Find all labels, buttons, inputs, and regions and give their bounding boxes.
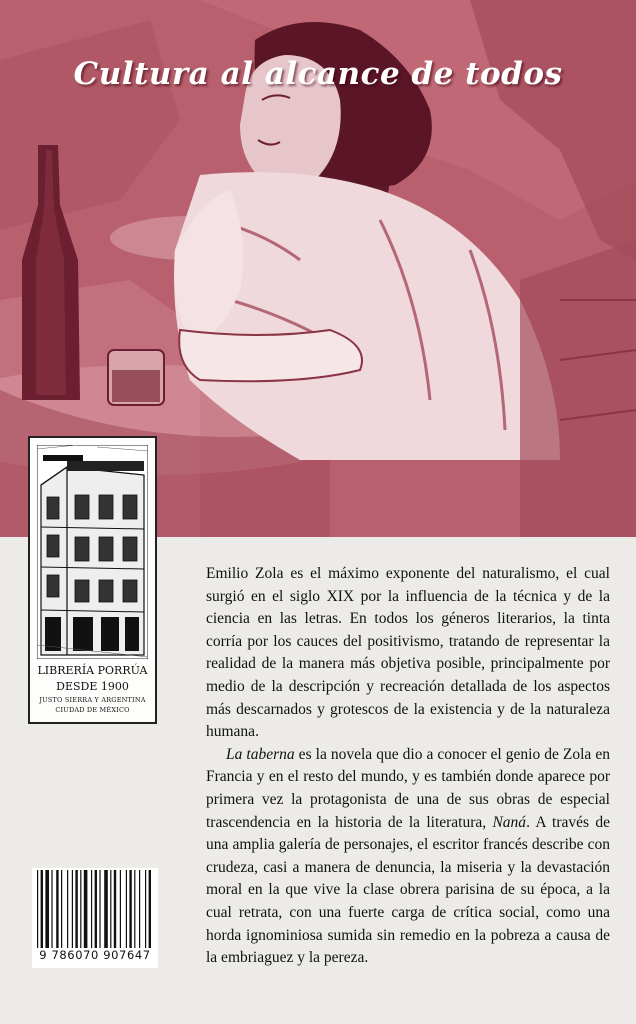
- barcode-bars: [35, 870, 155, 948]
- synopsis-paragraph-1: Emilio Zola es el máximo exponente del naturalismo, el cual surgió en el siglo XIX por la influencia de la técnica y de la ciencia en las letras. En todos los géneros literarios, la tinta corría por los cauces del positivismo, tratando de representar la realidad de la manera más objetiva posible, principalmente por medio de la descripción y recreación detallada de los aspectos más descarnados y grotescos de la existencia y de la naturaleza humana.: [206, 565, 610, 741]
- publisher-since: DESDE 1900: [56, 680, 129, 693]
- character-name: Naná: [492, 813, 527, 831]
- bookstore-building-illustration: [37, 445, 148, 659]
- publisher-address-line-1: JUSTO SIERRA Y ARGENTINA: [39, 696, 146, 704]
- isbn-digits: 9 786070 907647: [39, 948, 151, 962]
- publisher-name: LIBRERÍA PORRÚA: [37, 664, 148, 677]
- isbn-barcode: [32, 868, 158, 968]
- publisher-address-line-2: CIUDAD DE MÉXICO: [55, 706, 130, 714]
- back-cover-synopsis: [206, 563, 610, 970]
- synopsis-paragraph-2: [206, 744, 610, 970]
- synopsis-paragraph-2-part-b: . A través de una amplia galería de personajes, el escritor francés describe con crudeza, casi a manera de denuncia, la miseria y la devastación moral en la que vive la clase obrera parisina de su época, a la cual retrata, con una fuerte carga de crítica social, como una horda ignominiosa sumida sin remedio en la pobreza a causa de la embriaguez y la pereza.: [206, 813, 610, 967]
- series-slogan: Cultura al alcance de todos: [73, 56, 563, 92]
- publisher-badge: [28, 436, 157, 724]
- book-title: La taberna: [226, 745, 295, 763]
- synopsis-paragraph-2-part-a: es la novela que dio a conocer el genio de Zola en Francia y en el resto del mundo, y es también donde aparece por primera vez la protagonista de una de sus obras de especial trascendencia en la historia de la literatura,: [206, 745, 610, 831]
